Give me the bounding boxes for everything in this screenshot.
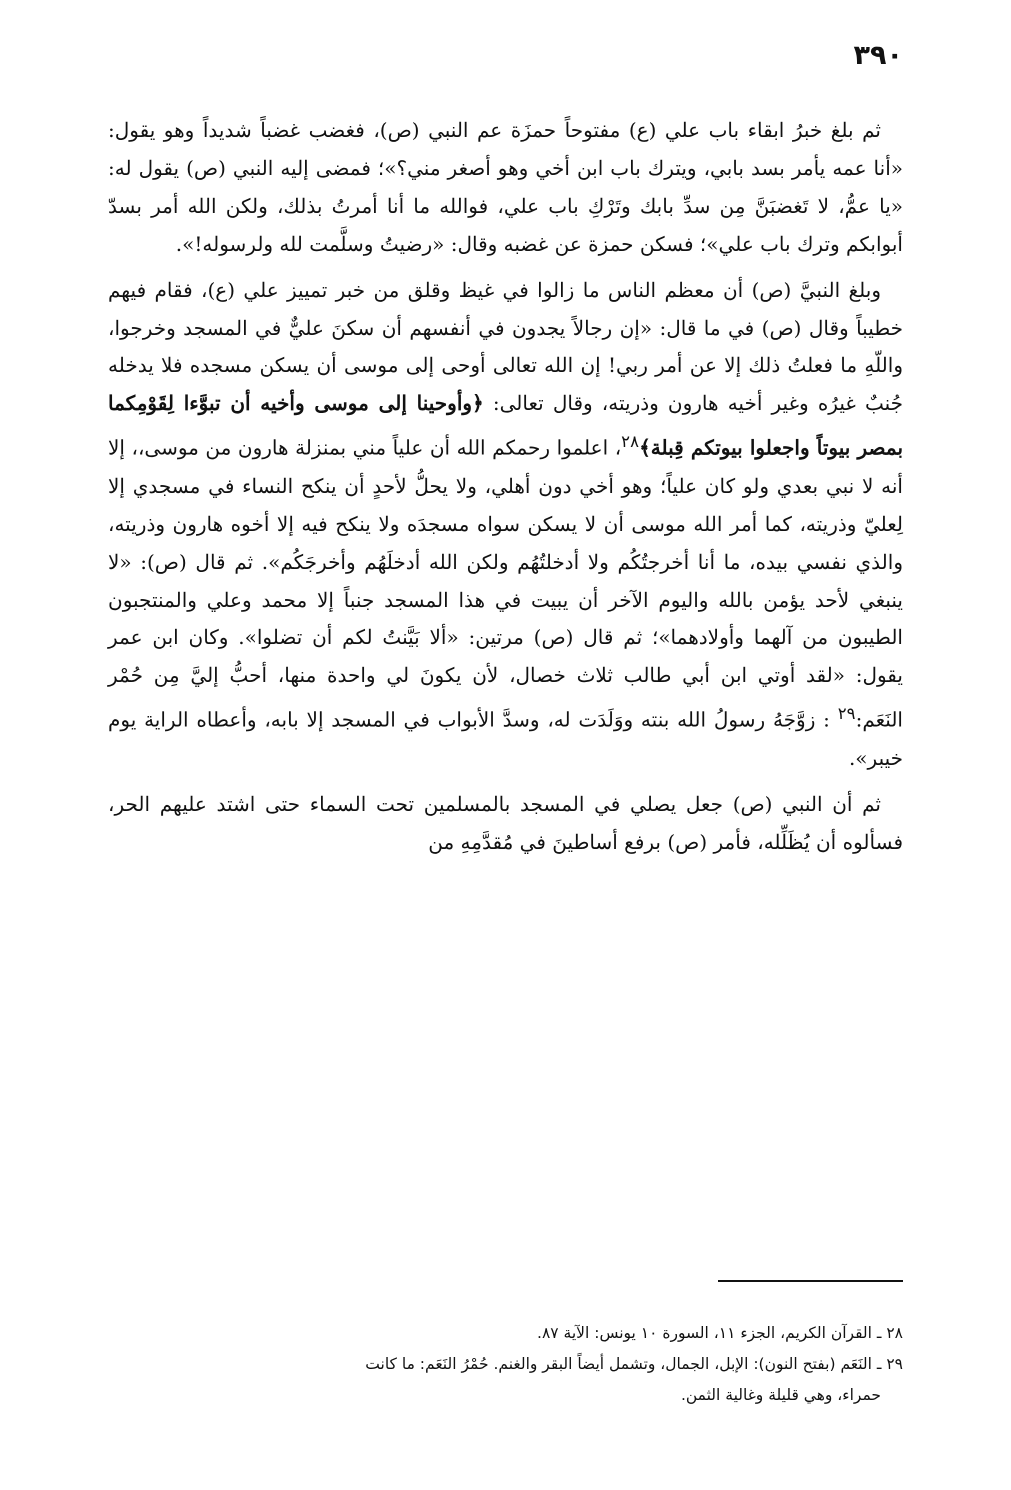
- paragraph-sermon-body: ، اعلموا رحمكم الله أن علياً مني بمنزلة هارون من موسى،، إلا أنه لا نبي بعدي ولو كان علياً؛ وهو أخي دون أهلي، ولا يحلُّ لأحدٍ أن ينكح النساء في مسجدي إلا لِعليّ وذريته، كما أمر الله موسى أن لا يسكن سواه مسجدَه ولا ينكح فيه إلا أخوه هارون وذريته، والذي نفسي بيده، ما أنا أخرجتُكُم ولا أدخلتُهُم ولكن الله أدخلَهُم وأخرجَكُم». ثم قال (ص): «لا ينبغي لأحد يؤمن بالله واليوم الآخر أن يبيت في هذا المسجد جنباً إلا محمد وعلي والمنتجبون الطيبون من آلهما وأولادهما»؛ ثم قال (ص) مرتين: «ألا بَيَّنتُ لكم أن تضلوا». وكان ابن عمر يقول: «لقد أوتي ابن أبي طالب ثلاث خصال، لأن يكونَ لي واحدة منها، أحبُّ إليَّ مِن حُمْر النَعَم:: [108, 435, 903, 732]
- footnote-ref-28[interactable]: ٢٨: [621, 432, 640, 452]
- main-text: [108, 112, 903, 870]
- paragraph-sermon-intro: وبلغ النبيَّ (ص) أن معظم الناس ما زالوا في غيظ وقلق من خبر تمييز علي (ع)، فقام فيهم خطيباً وقال (ص) في ما قال: «إن رجالاً يجدون في أنفسهم أن سكنَ عليٌّ في المسجد وخرجوا، واللّهِ ما فعلتُ ذلك إلا عن أمر ربي! إن الله تعالى أوحى إلى موسى أن يسكن مسجده فلا يدخله جُنبٌ غيرُه وغير أخيه هارون وذريته، وقال تعالى:: [108, 277, 904, 416]
- quran-verse: ﴿وأوحينا إلى موسى وأخيه أن تبوَّءا لِقَوْمِكما بمصر بيوتاً واجعلوا بيوتكم قِبلة﴾: [108, 391, 904, 460]
- footnotes: [108, 1318, 903, 1411]
- footnote-divider: [718, 1280, 903, 1282]
- footnote-ref-29[interactable]: ٢٩: [837, 704, 856, 724]
- paragraph-hamza: ثم بلغ خبرُ ابقاء باب علي (ع) مفتوحاً حمزَة عم النبي (ص)، فغضب غضباً شديداً وهو يقول: «أنا عمه يأمر بسد بابي، ويترك باب ابن أخي وهو أصغر مني؟»؛ فمضى إليه النبي (ص) يقول له: «يا عمُّ، لا تَغضبَنَّ مِن سدِّ بابك وتَرْكِ باب علي، فوالله ما أنا أمرتُ بذلك، ولكن الله أمر بسدّ أبوابكم وترك باب علي»؛ فسكن حمزة عن غضبه وقال: «رضيتُ وسلَّمت لله ولرسوله!».: [108, 118, 903, 256]
- footnote-29-continued: حمراء، وهي قليلة وغالية الثمن.: [680, 1386, 881, 1404]
- page-number: ٣٩٠: [853, 40, 903, 71]
- footnote-28: ٢٨ ـ القرآن الكريم، الجزء ١١، السورة ١٠ يونس: الآية ٨٧.: [537, 1324, 903, 1342]
- paragraph-sermon-end: : زوَّجَهُ رسولُ الله بنته ووَلَدَت له، وسدَّ الأبواب في المسجد إلا بابه، وأعطاه الراية يوم خيبر».: [108, 707, 903, 770]
- footnote-29: ٢٩ ـ النَعَم (بفتح النون): الإبل، الجمال، وتشمل أيضاً البقر والغنم. حُمْرُ النَعَم: ما كانت: [365, 1355, 903, 1373]
- paragraph-sermon: [108, 272, 903, 778]
- paragraph-mosque-shade: ثم أن النبي (ص) جعل يصلي في المسجد بالمسلمين تحت السماء حتى اشتد عليهم الحر، فسألوه أن يُظَلِّله، فأمر (ص) برفع أساطينَ في مُقدَّمِهِ من: [108, 791, 903, 854]
